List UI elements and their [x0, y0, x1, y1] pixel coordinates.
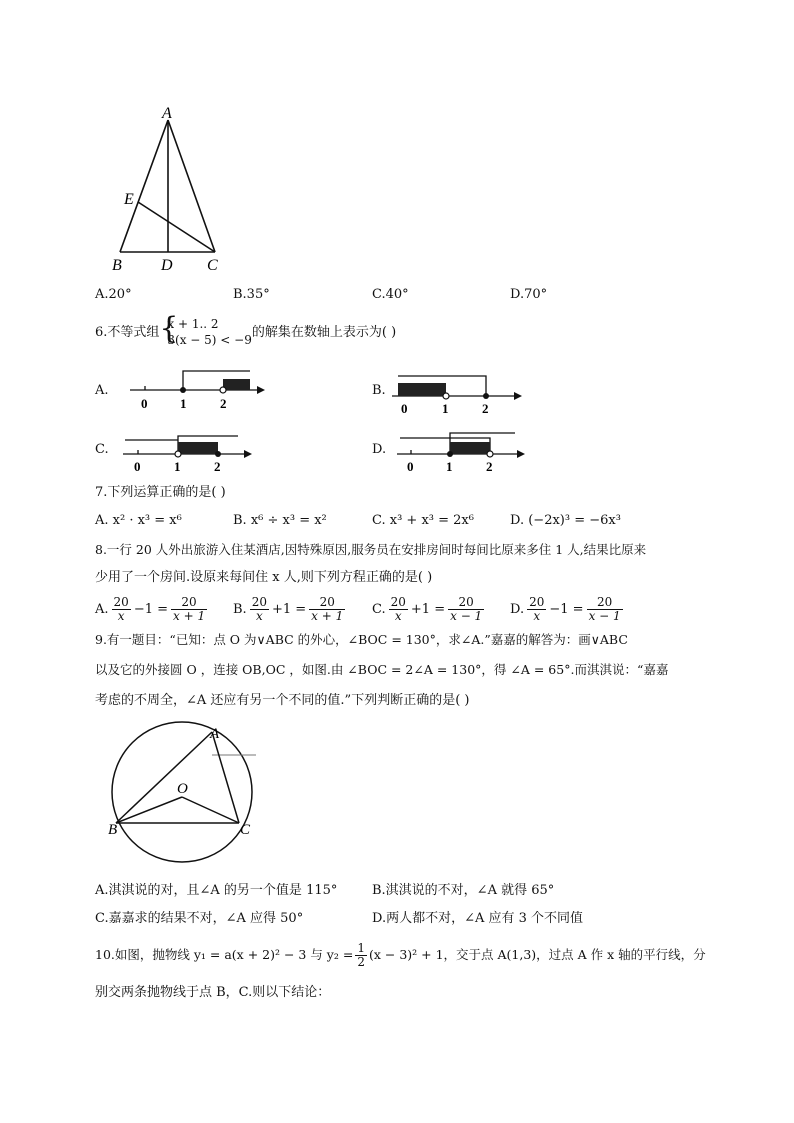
- q9-line-3: 考虑的不周全，∠A 还应有另一个不同的值.”下列判断正确的是( ): [95, 693, 470, 708]
- brace-icon: {: [159, 311, 179, 346]
- option-letter: B.: [233, 601, 247, 617]
- numerator: 20: [171, 596, 207, 610]
- label-c: C: [207, 257, 218, 274]
- fraction: [309, 596, 345, 622]
- fraction: [250, 596, 269, 622]
- fraction: [389, 596, 408, 622]
- point-solid: [180, 387, 186, 393]
- inequality-system: [159, 311, 252, 348]
- q7-option-c[interactable]: C. x³ + x³ = 2x⁶: [372, 513, 474, 528]
- fraction: [448, 596, 484, 622]
- tick-0: 0: [407, 459, 414, 474]
- q6-prefix: 6.不等式组: [95, 324, 160, 340]
- label-a: A: [162, 105, 172, 122]
- denominator: x + 1: [173, 608, 206, 623]
- point-solid: [447, 451, 453, 457]
- q8-option-a[interactable]: [95, 596, 207, 622]
- point-open: [443, 393, 449, 399]
- tick-2: 2: [214, 459, 221, 474]
- q9-line-1: 9.有一题目：“已知：点 O 为∨ABC 的外心，∠BOC = 130°，求∠A.”嘉嘉的解答为：画∨ABC: [95, 632, 628, 647]
- denominator: x: [533, 608, 541, 623]
- operator: +1 =: [410, 601, 446, 617]
- tick-1: 1: [174, 459, 181, 474]
- arrow-icon: [257, 386, 265, 394]
- q7-option-d[interactable]: D. (−2x)³ = −6x³: [510, 513, 621, 528]
- q6-option-c-numberline[interactable]: [120, 428, 260, 478]
- operator: −1 =: [133, 601, 169, 617]
- q8-option-b[interactable]: [233, 596, 345, 622]
- label-o: O: [177, 781, 188, 797]
- numerator: 20: [587, 596, 623, 610]
- arrow-icon: [514, 392, 522, 400]
- point-open: [175, 451, 181, 457]
- denominator: x: [255, 608, 263, 623]
- q6-option-a-letter[interactable]: A.: [95, 383, 109, 398]
- q9-line-2: 以及它的外接圆 O ，连接 OB,OC ，如图.由 ∠BOC = 2∠A = 130°，得 ∠A = 65°.而淇淇说：“嘉嘉: [95, 662, 669, 677]
- segment-ob: [116, 797, 182, 823]
- circumcircle-figure: [104, 720, 274, 870]
- label-b: B: [112, 257, 122, 274]
- tick-0: 0: [134, 459, 141, 474]
- q10-line-1: [95, 942, 706, 968]
- operator: −1 =: [549, 601, 584, 617]
- tick-2: 2: [220, 396, 227, 411]
- arrow-icon: [517, 450, 525, 458]
- numerator: 20: [390, 595, 406, 609]
- side-ac: [168, 120, 215, 252]
- segment-ec: [138, 202, 215, 252]
- label-c: C: [240, 822, 251, 838]
- inequality-1: x + 1.. 2: [167, 317, 219, 331]
- q5-option-c[interactable]: C.40°: [372, 287, 409, 302]
- label-b: B: [108, 822, 118, 838]
- q5-option-b[interactable]: B.35°: [233, 287, 270, 302]
- label-a: A: [210, 726, 220, 742]
- q7-option-b[interactable]: B. x⁶ ÷ x³ = x²: [233, 513, 327, 528]
- denominator: x − 1: [588, 608, 621, 623]
- denominator: x: [394, 608, 402, 623]
- q10-part-1: 10.如图，抛物线 y₁ = a(x + 2)² − 3 与 y₂ =: [95, 946, 354, 962]
- point-solid: [215, 451, 221, 457]
- q6-option-a-numberline[interactable]: [125, 368, 265, 418]
- label-d: D: [161, 257, 173, 274]
- segment-oc: [182, 797, 239, 823]
- q6-stem: [95, 311, 397, 348]
- numerator: 20: [529, 595, 545, 609]
- q6-option-b-letter[interactable]: B.: [372, 383, 386, 398]
- option-letter: A.: [95, 601, 109, 617]
- tick-1: 1: [442, 401, 449, 416]
- q9-option-b[interactable]: B.淇淇说的不对，∠A 就得 65°: [372, 883, 555, 898]
- fraction: [587, 596, 623, 622]
- denominator: x − 1: [450, 608, 483, 623]
- q9-option-a[interactable]: A.淇淇说的对，且∠A 的另一个值是 115°: [95, 883, 338, 898]
- point-solid: [483, 393, 489, 399]
- option-letter: C.: [372, 601, 386, 617]
- q6-option-d-letter[interactable]: D.: [372, 442, 387, 457]
- tick-2: 2: [486, 459, 493, 474]
- operator: +1 =: [271, 601, 307, 617]
- q10-line-2: 别交两条抛物线于点 B，C.则以下结论：: [95, 985, 331, 1000]
- q5-option-a[interactable]: A.20°: [95, 287, 132, 302]
- denominator: 2: [357, 954, 365, 969]
- q6-option-b-numberline[interactable]: [390, 368, 530, 418]
- point-open: [487, 451, 493, 457]
- fraction: [171, 596, 207, 622]
- fraction: [112, 596, 131, 622]
- q6-option-d-numberline[interactable]: [395, 428, 535, 478]
- tick-1: 1: [446, 459, 453, 474]
- numerator: 20: [309, 596, 345, 610]
- point-open: [220, 387, 226, 393]
- q5-option-d[interactable]: D.70°: [510, 287, 548, 302]
- q8-line-2: 少用了一个房间.设原来每间住 x 人,则下列方程正确的是( ): [95, 570, 433, 585]
- numerator: 20: [113, 595, 129, 609]
- numerator: 20: [448, 596, 484, 610]
- triangle-figure: [100, 100, 240, 280]
- denominator: x + 1: [311, 608, 344, 623]
- tick-1: 1: [180, 396, 187, 411]
- q6-suffix: 的解集在数轴上表示为( ): [251, 324, 397, 340]
- tick-0: 0: [141, 396, 148, 411]
- denominator: x: [117, 608, 125, 623]
- numerator: 1: [357, 941, 365, 955]
- numerator: 20: [251, 595, 267, 609]
- tick-0: 0: [401, 401, 408, 416]
- q9-option-c[interactable]: C.嘉嘉求的结果不对，∠A 应得 50°: [95, 911, 304, 926]
- option-letter: D.: [510, 601, 525, 617]
- tick-2: 2: [482, 401, 489, 416]
- q8-option-c[interactable]: [372, 596, 484, 622]
- inequality-2: 3(x − 5) < −9: [167, 333, 252, 348]
- fraction-half: [355, 942, 367, 968]
- label-e: E: [124, 191, 134, 208]
- q7-option-a[interactable]: A. x² · x³ = x⁶: [95, 513, 182, 528]
- q8-line-1: 8.一行 20 人外出旅游入住某酒店,因特殊原因,服务员在安排房间时每间比原来多住 1 人,结果比原来: [95, 542, 647, 557]
- fraction: [527, 596, 546, 622]
- arrow-icon: [244, 450, 252, 458]
- q10-part-2: (x − 3)² + 1，交于点 A(1,3)，过点 A 作 x 轴的平行线，分: [368, 946, 706, 962]
- q9-option-d[interactable]: D.两人都不对，∠A 应有 3 个不同值: [372, 911, 584, 926]
- q7-stem: 7.下列运算正确的是( ): [95, 485, 226, 500]
- q6-option-c-letter[interactable]: C.: [95, 442, 109, 457]
- q8-option-d[interactable]: [510, 596, 623, 622]
- side-ab: [120, 120, 168, 252]
